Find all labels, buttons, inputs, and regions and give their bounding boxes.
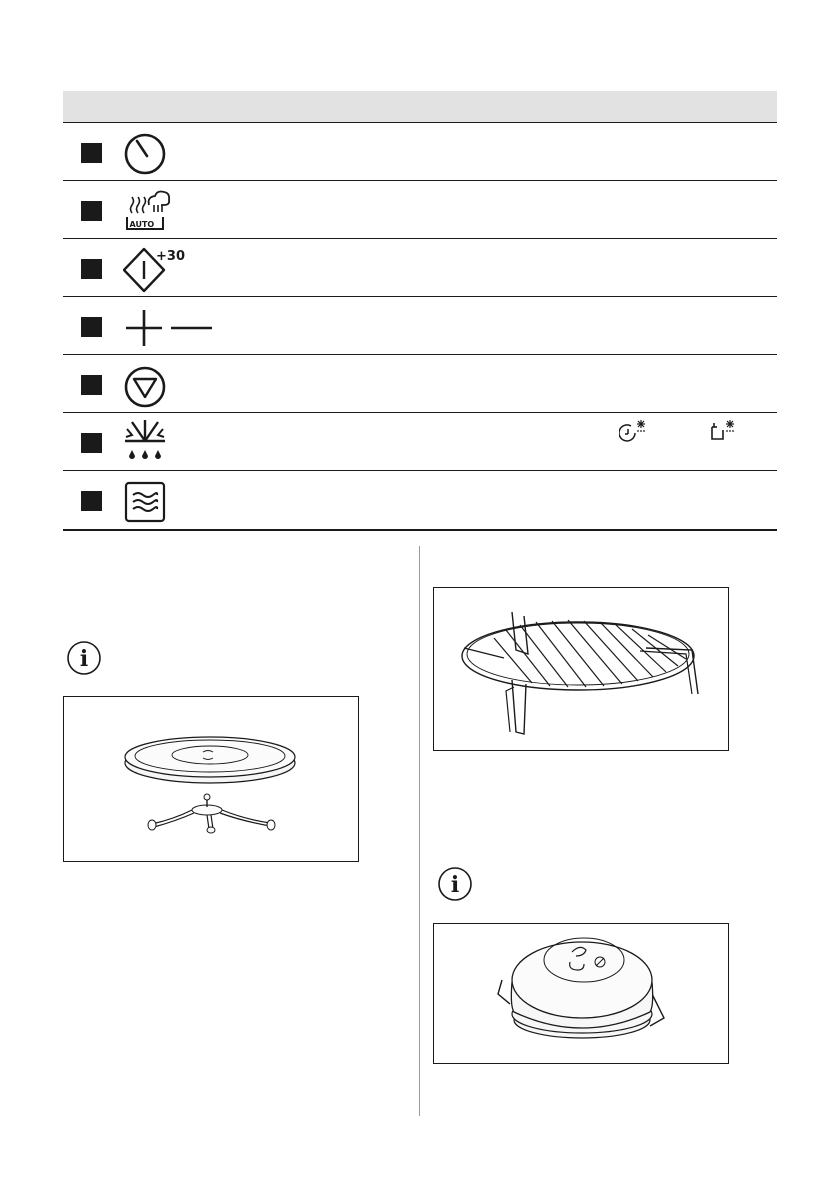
stop-icon	[123, 359, 173, 409]
row-marker	[81, 375, 102, 395]
start-plus30-icon	[123, 243, 193, 293]
info-glyph: i	[450, 872, 460, 898]
row-marker	[81, 433, 102, 453]
info-icon	[66, 640, 102, 676]
weight-defrost-icon	[708, 419, 736, 443]
plus30-label: +30	[156, 249, 185, 264]
row-marker	[81, 201, 102, 221]
time-defrost-icon	[619, 419, 647, 443]
row-marker	[81, 259, 102, 279]
info-icon	[437, 866, 473, 902]
wire-rack-illustration	[433, 587, 729, 751]
table-header	[63, 91, 777, 122]
row-marker	[81, 143, 102, 163]
info-glyph: i	[79, 646, 89, 672]
table-row	[63, 354, 777, 413]
table-row	[63, 238, 777, 297]
table-row	[63, 180, 777, 239]
auto-cook-steam-icon	[123, 185, 183, 235]
table-row	[63, 470, 777, 531]
crisp-plate-illustration	[433, 923, 729, 1064]
microwave-power-icon	[123, 475, 173, 525]
table-row	[63, 296, 777, 355]
table-row	[63, 122, 777, 181]
power-timer-icon	[123, 127, 173, 177]
auto-label: AUTO	[129, 220, 155, 229]
table-row	[63, 412, 777, 471]
row-marker	[81, 317, 102, 337]
column-divider	[419, 546, 420, 1116]
row-marker	[81, 491, 102, 511]
turntable-and-roller-ring-illustration	[63, 696, 359, 862]
defrost-icon	[123, 417, 173, 471]
plus-minus-icon	[123, 301, 223, 351]
